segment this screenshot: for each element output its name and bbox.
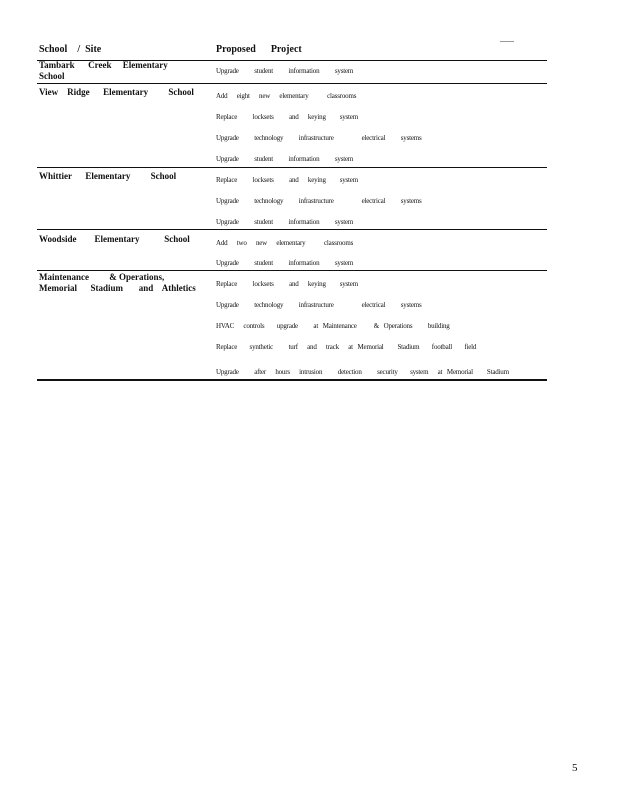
project-item: Replace synthetic turf and track at Memorial Stadium football field	[216, 343, 477, 351]
table-bottom-rule	[37, 379, 547, 381]
project-item: Upgrade student information system	[216, 67, 354, 75]
project-item: HVAC controls upgrade at Maintenance & Operations building	[216, 322, 450, 330]
row-divider	[37, 167, 547, 168]
row-divider	[37, 270, 547, 271]
school-name: View Ridge Elementary School	[39, 87, 194, 97]
table-header	[39, 44, 549, 60]
school-name: Woodside Elementary School	[39, 234, 190, 244]
row-divider	[37, 83, 547, 84]
project-item: Upgrade student information system	[216, 155, 354, 163]
school-name: Whittier Elementary School	[39, 171, 177, 181]
row-divider	[37, 229, 547, 230]
project-item: Add eight new elementary classrooms	[216, 92, 357, 100]
project-item: Upgrade technology infrastructure electrical systems	[216, 197, 422, 205]
header-school-site: School / Site	[39, 44, 102, 55]
project-item: Upgrade student information system	[216, 218, 354, 226]
project-item: Replace locksets and keying system	[216, 113, 358, 121]
project-item: Replace locksets and keying system	[216, 176, 358, 184]
project-item: Upgrade after hours intrusion detection security system at Memorial Stadium	[216, 368, 509, 376]
project-item: Upgrade technology infrastructure electrical systems	[216, 301, 422, 309]
school-name: Maintenance & Operations, Memorial Stadium and Athletics	[39, 272, 196, 293]
project-item: Upgrade technology infrastructure electrical systems	[216, 134, 422, 142]
corner-mark	[500, 41, 514, 42]
header-proposed-project: Proposed Project	[216, 44, 302, 55]
project-item: Replace locksets and keying system	[216, 280, 358, 288]
page-number: 5	[572, 762, 578, 774]
project-item: Add two new elementary classrooms	[216, 239, 354, 247]
school-name: Tambark Creek Elementary School	[39, 60, 168, 81]
project-item: Upgrade student information system	[216, 259, 354, 267]
